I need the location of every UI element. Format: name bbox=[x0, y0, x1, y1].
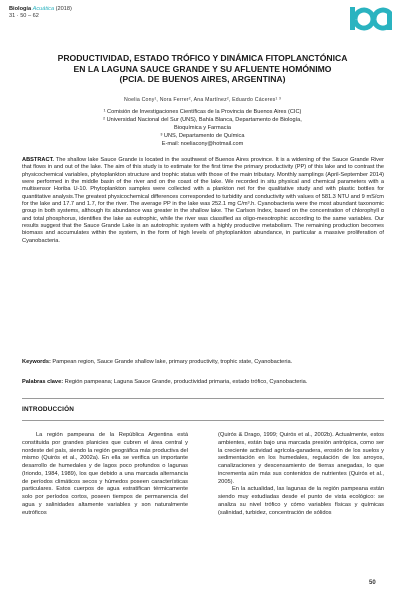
affiliations bbox=[40, 108, 365, 148]
palabras-clave-text: Región pampeana; Laguna Sauce Grande, productividad primaria, estado trófico, Cyanobacteria. bbox=[63, 379, 308, 385]
journal-name: Biología bbox=[9, 6, 32, 12]
paragraph: (Quirós & Drago, 1999; Quirós et al., 2002b). Actualmente, estos ambientes, están bajo una marcada presión antrópica, como ser la creciente actividad agrícola-ganadera, erosión de los suelos y sedimentación en los humedales, regulación de los arroyos, canalizaciones y descensamiento de tierras anegadas, lo que incrementa aún más sus contenidos de nutrientes (Quirós et al., 2005). bbox=[218, 432, 384, 485]
page-number: 50 bbox=[369, 580, 376, 586]
keywords-text: Pampean region, Sauce Grande shallow lake, primary productivity, trophic state, Cyanobacteria. bbox=[50, 359, 293, 365]
palabras-clave bbox=[22, 379, 384, 386]
affiliation-line: ¹ Comisión de Investigaciones Científicas de la Provincia de Buenos Aires (CIC) bbox=[103, 109, 302, 115]
affiliation-line: ² Universidad Nacional del Sur (UNS), Bahía Blanca, Departamento de Biología, bbox=[103, 117, 302, 123]
title-line: PRODUCTIVIDAD, ESTADO TRÓFICO Y DINÁMICA FITOPLANCTÓNICA bbox=[57, 53, 348, 63]
palabras-clave-label: Palabras clave: bbox=[22, 379, 64, 385]
title-line: EN LA LAGUNA SAUCE GRANDE Y SU AFLUENTE HOMÓNIMO bbox=[73, 63, 332, 74]
contact-email: E-mail: noeliacony@hotmail.com bbox=[161, 141, 244, 147]
journal-header bbox=[9, 6, 72, 20]
title-line: (PCIA. DE BUENOS AIRES, ARGENTINA) bbox=[119, 74, 286, 84]
body-column-right bbox=[218, 432, 384, 517]
section-divider bbox=[22, 420, 384, 421]
abstract-text: The shallow lake Sauce Grande is located in the southwest of Buenos Aires province. It is a widening of the Sauce Grande River that flows in and out of the lake. The aim of this study is to estimate for the first time the primary productivity (PP) of this lake and to contrast the physicochemical variables, phytoplankton structure and trophic status with those of the main tributary. Monthly samplings (April-September 2014) were performed in the middle basin of the river and on the coast of the lake. We recorded in situ physical and chemical parameters with a multisensor Horiba U-10. Phytoplankton samples were collected with a plankton net for the qualitative study and with plastic bottles for quantitative analysis.The greatest physicochemical differences corresponded to turbidity and conductivity with values of 581.3 NTU and 9 mS/cm for the lake and 17.7 and 1.7, for the river. The average PP in the lake was 252.1 mg C/m³.h. Cyanobacteria were the most abundant taxonomic group in both systems, although its abundance was greater in the shallow lake. The Carlson Index, based on the concentration of chlorophyll α and total phosphorus, identifies the lake as eutrophic, while the river was classified as oligo-mesotrophic according to the same variables. Our results suggest that the Sauce Grande Lake is an autotrophic system with a highly productive metabolism. The remaining production becomes biomass and accumulates within the system, in the form of high levels of phytoplankton abundance, in particular a massive proliferation of Cyanobacteria. bbox=[22, 157, 384, 244]
paragraph: La región pampeana de la República Argentina está constituida por grandes planicies que cubren el área central y nordeste del país, siendo la región geográfica más productiva del mismo (Quirós et al., 2002a). En ella se verifica un importante desarrollo de humedales y de lagos poco profundos o lagunas (Iriondo, 1984, 1989), los que debido a una marcada alternancia de períodos climáticos secos y húmedos poseen características particulares. Estos cuerpos de agua estratifican térmicamente solo por períodos cortos, poseen tiempos de permanencia del agua y salinidades altamente variables y son naturalmente eutróficos bbox=[22, 432, 188, 516]
section-heading: INTRODUCCIÓN bbox=[22, 406, 75, 413]
body-column-left bbox=[22, 432, 188, 517]
affiliation-line: Bioquímica y Farmacia bbox=[174, 125, 231, 131]
article-title bbox=[20, 53, 385, 85]
affiliation-line: ³ UNS, Departamento de Química bbox=[160, 133, 245, 139]
journal-pages: 31 · 50 – 62 bbox=[9, 13, 39, 19]
keywords-label: Keywords: bbox=[22, 359, 51, 365]
journal-name-accent: Acuática bbox=[32, 6, 55, 12]
journal-year: (2018) bbox=[55, 6, 72, 12]
section-divider bbox=[22, 398, 384, 399]
paragraph: En la actualidad, las lagunas de la región pampeana están siendo muy estudiadas desde el punto de vista ecológico: se analiza su nivel trófico y cómo variables físicas y químicas (salinidad, turbidez, concentración de sólidos bbox=[218, 486, 384, 516]
abstract-label: ABSTRACT. bbox=[22, 157, 54, 163]
keywords bbox=[22, 359, 384, 366]
journal-logo bbox=[350, 6, 392, 32]
author-list: Noelia Cony¹, Nora Ferrer², Ana Martínez², Eduardo Cáceres¹ ³ bbox=[124, 97, 281, 103]
abstract bbox=[22, 157, 384, 245]
